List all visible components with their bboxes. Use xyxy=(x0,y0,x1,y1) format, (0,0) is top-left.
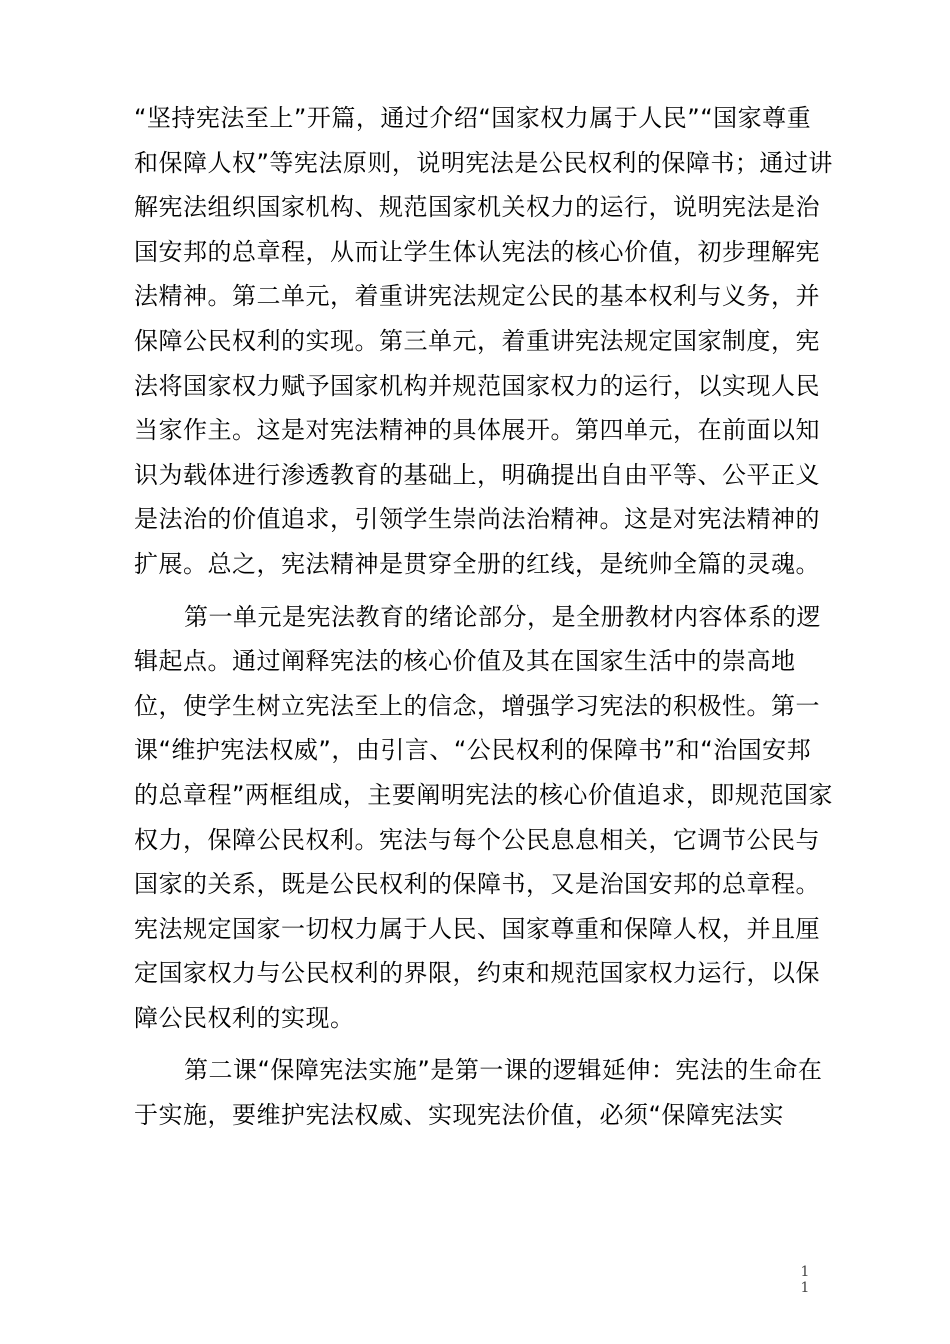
paragraph-1: “坚持宪法至上”开篇，通过介绍“国家权力属于人民”“国家尊重和保障人权”等宪法原则，说明宪法是公民权利的保障书；通过讲解宪法组织国家机构、规范国家机关权力的运行，说明宪法是治国安邦的总章程，从而让学生体认宪法的核心价值，初步理解宪法精神。第二单元，着重讲宪法规定公民的基本权利与义务，并保障公民权利的实现。第三单元，着重讲宪法规定国家制度，宪法将国家权力赋予国家机构并规范国家权力的运行，以实现人民当家作主。这是对宪法精神的具体展开。第四单元，在前面以知识为载体进行渗透教育的基础上，明确提出自由平等、公平正义是法治的价值追求，引领学生崇尚法治精神。这是对宪法精神的扩展。总之，宪法精神是贯穿全册的红线，是统帅全篇的灵魂。 xyxy=(134,104,833,578)
page-number-line-2: 1 xyxy=(800,1280,810,1296)
paragraph-2: 第一单元是宪法教育的绪论部分，是全册教材内容体系的逻辑起点。通过阐释宪法的核心价值及其在国家生活中的崇高地位，使学生树立宪法至上的信念，增强学习宪法的积极性。第一课“维护宪法权威”，由引言、“公民权利的保障书”和“治国安邦的总章程”两框组成，主要阐明宪法的核心价值追求，即规范国家权力，保障公民权利。宪法与每个公民息息相关，它调节公民与国家的关系，既是公民权利的保障书，又是治国安邦的总章程。宪法规定国家一切权力属于人民、国家尊重和保障人权，并且厘定国家权力与公民权利的界限，约束和规范国家权力运行，以保障公民权利的实现。 xyxy=(134,602,833,1032)
page-number xyxy=(798,1264,812,1296)
page-number-line-1: 1 xyxy=(800,1264,810,1280)
document-body xyxy=(134,96,834,1138)
paragraph-3: 第二课“保障宪法实施”是第一课的逻辑延伸：宪法的生命在于实施，要维护宪法权威、实现宪法价值，必须“保障宪法实 xyxy=(134,1056,823,1130)
